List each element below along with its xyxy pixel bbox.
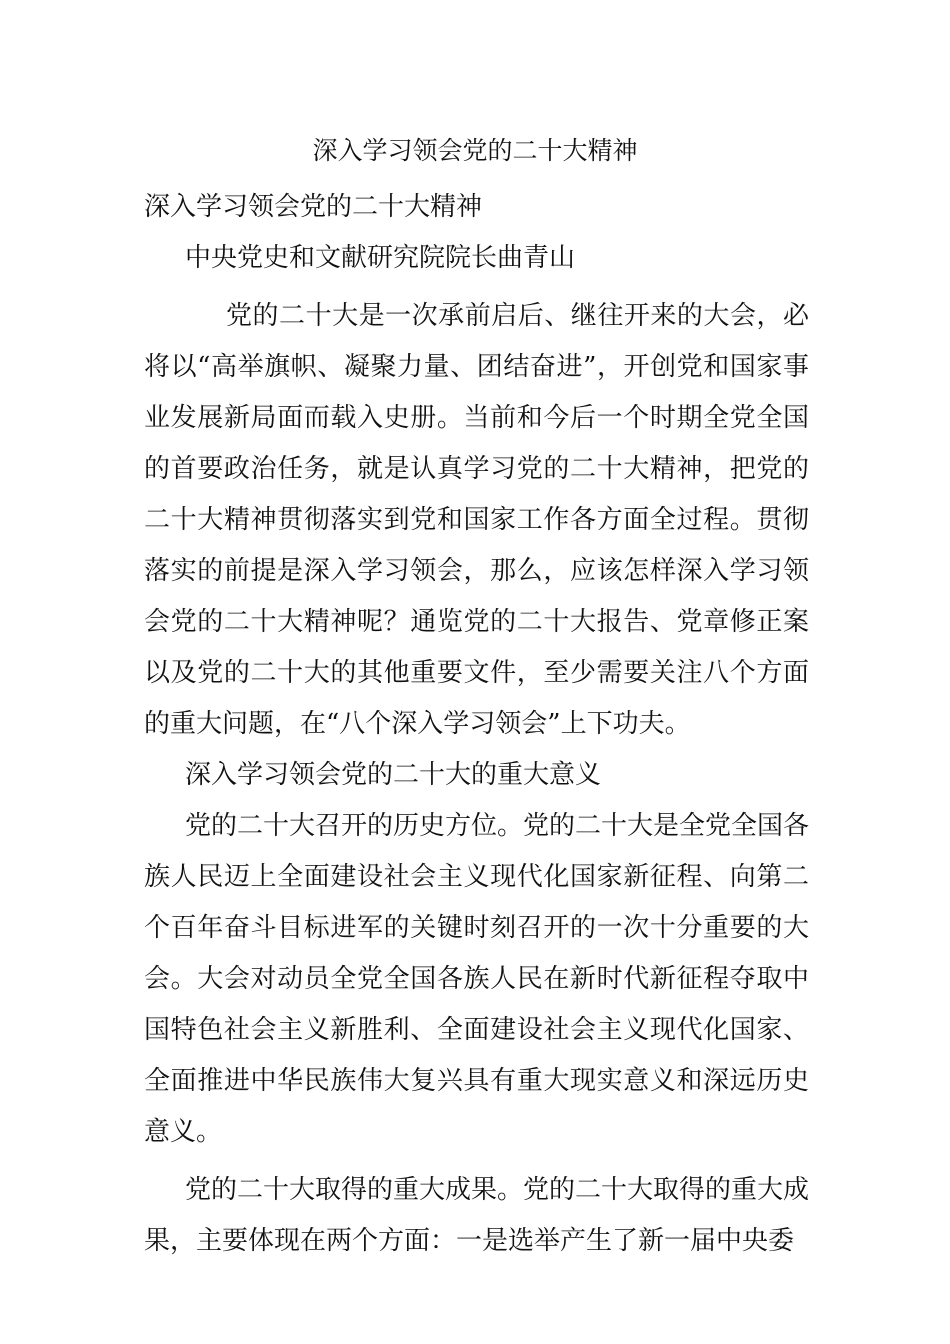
intro-paragraph: 党的二十大是一次承前启后、继往开来的大会，必将以“高举旗帜、凝聚力量、团结奋进”，开创党和国家事业发展新局面而载入史册。当前和今后一个时期全党全国的首要政治任务，就是认真学习党的二十大精神，把党的二十大精神贯彻落实到党和国家工作各方面全过程。贯彻落实的前提是深入学习领会，那么，应该怎样深入学习领会党的二十大精神呢？通览党的二十大报告、党章修正案以及党的二十大的其他重要文件，至少需要关注八个方面的重大问题，在“八个深入学习领会”上下功夫。 xyxy=(144,301,809,739)
section-heading: 深入学习领会党的二十大的重大意义 xyxy=(185,760,602,790)
body-paragraph: 党的二十大取得的重大成果。党的二十大取得的重大成果，主要体现在两个方面：一是选举产生了新一届中央委 xyxy=(144,1175,810,1256)
author-byline: 中央党史和文献研究院院长曲青山 xyxy=(185,243,576,273)
document-subtitle: 深入学习领会党的二十大精神 xyxy=(144,192,483,222)
body-paragraph: 党的二十大召开的历史方位。党的二十大是全党全国各族人民迈上全面建设社会主义现代化国家新征程、向第二个百年奋斗目标进军的关键时刻召开的一次十分重要的大会。大会对动员全党全国各族人民在新时代新征程夺取中国特色社会主义新胜利、全面建设社会主义现代化国家、全面推进中华民族伟大复兴具有重大现实意义和深远历史意义。 xyxy=(144,811,810,1147)
document-title: 深入学习领会党的二十大精神 xyxy=(312,136,638,165)
document-body xyxy=(144,182,809,1267)
